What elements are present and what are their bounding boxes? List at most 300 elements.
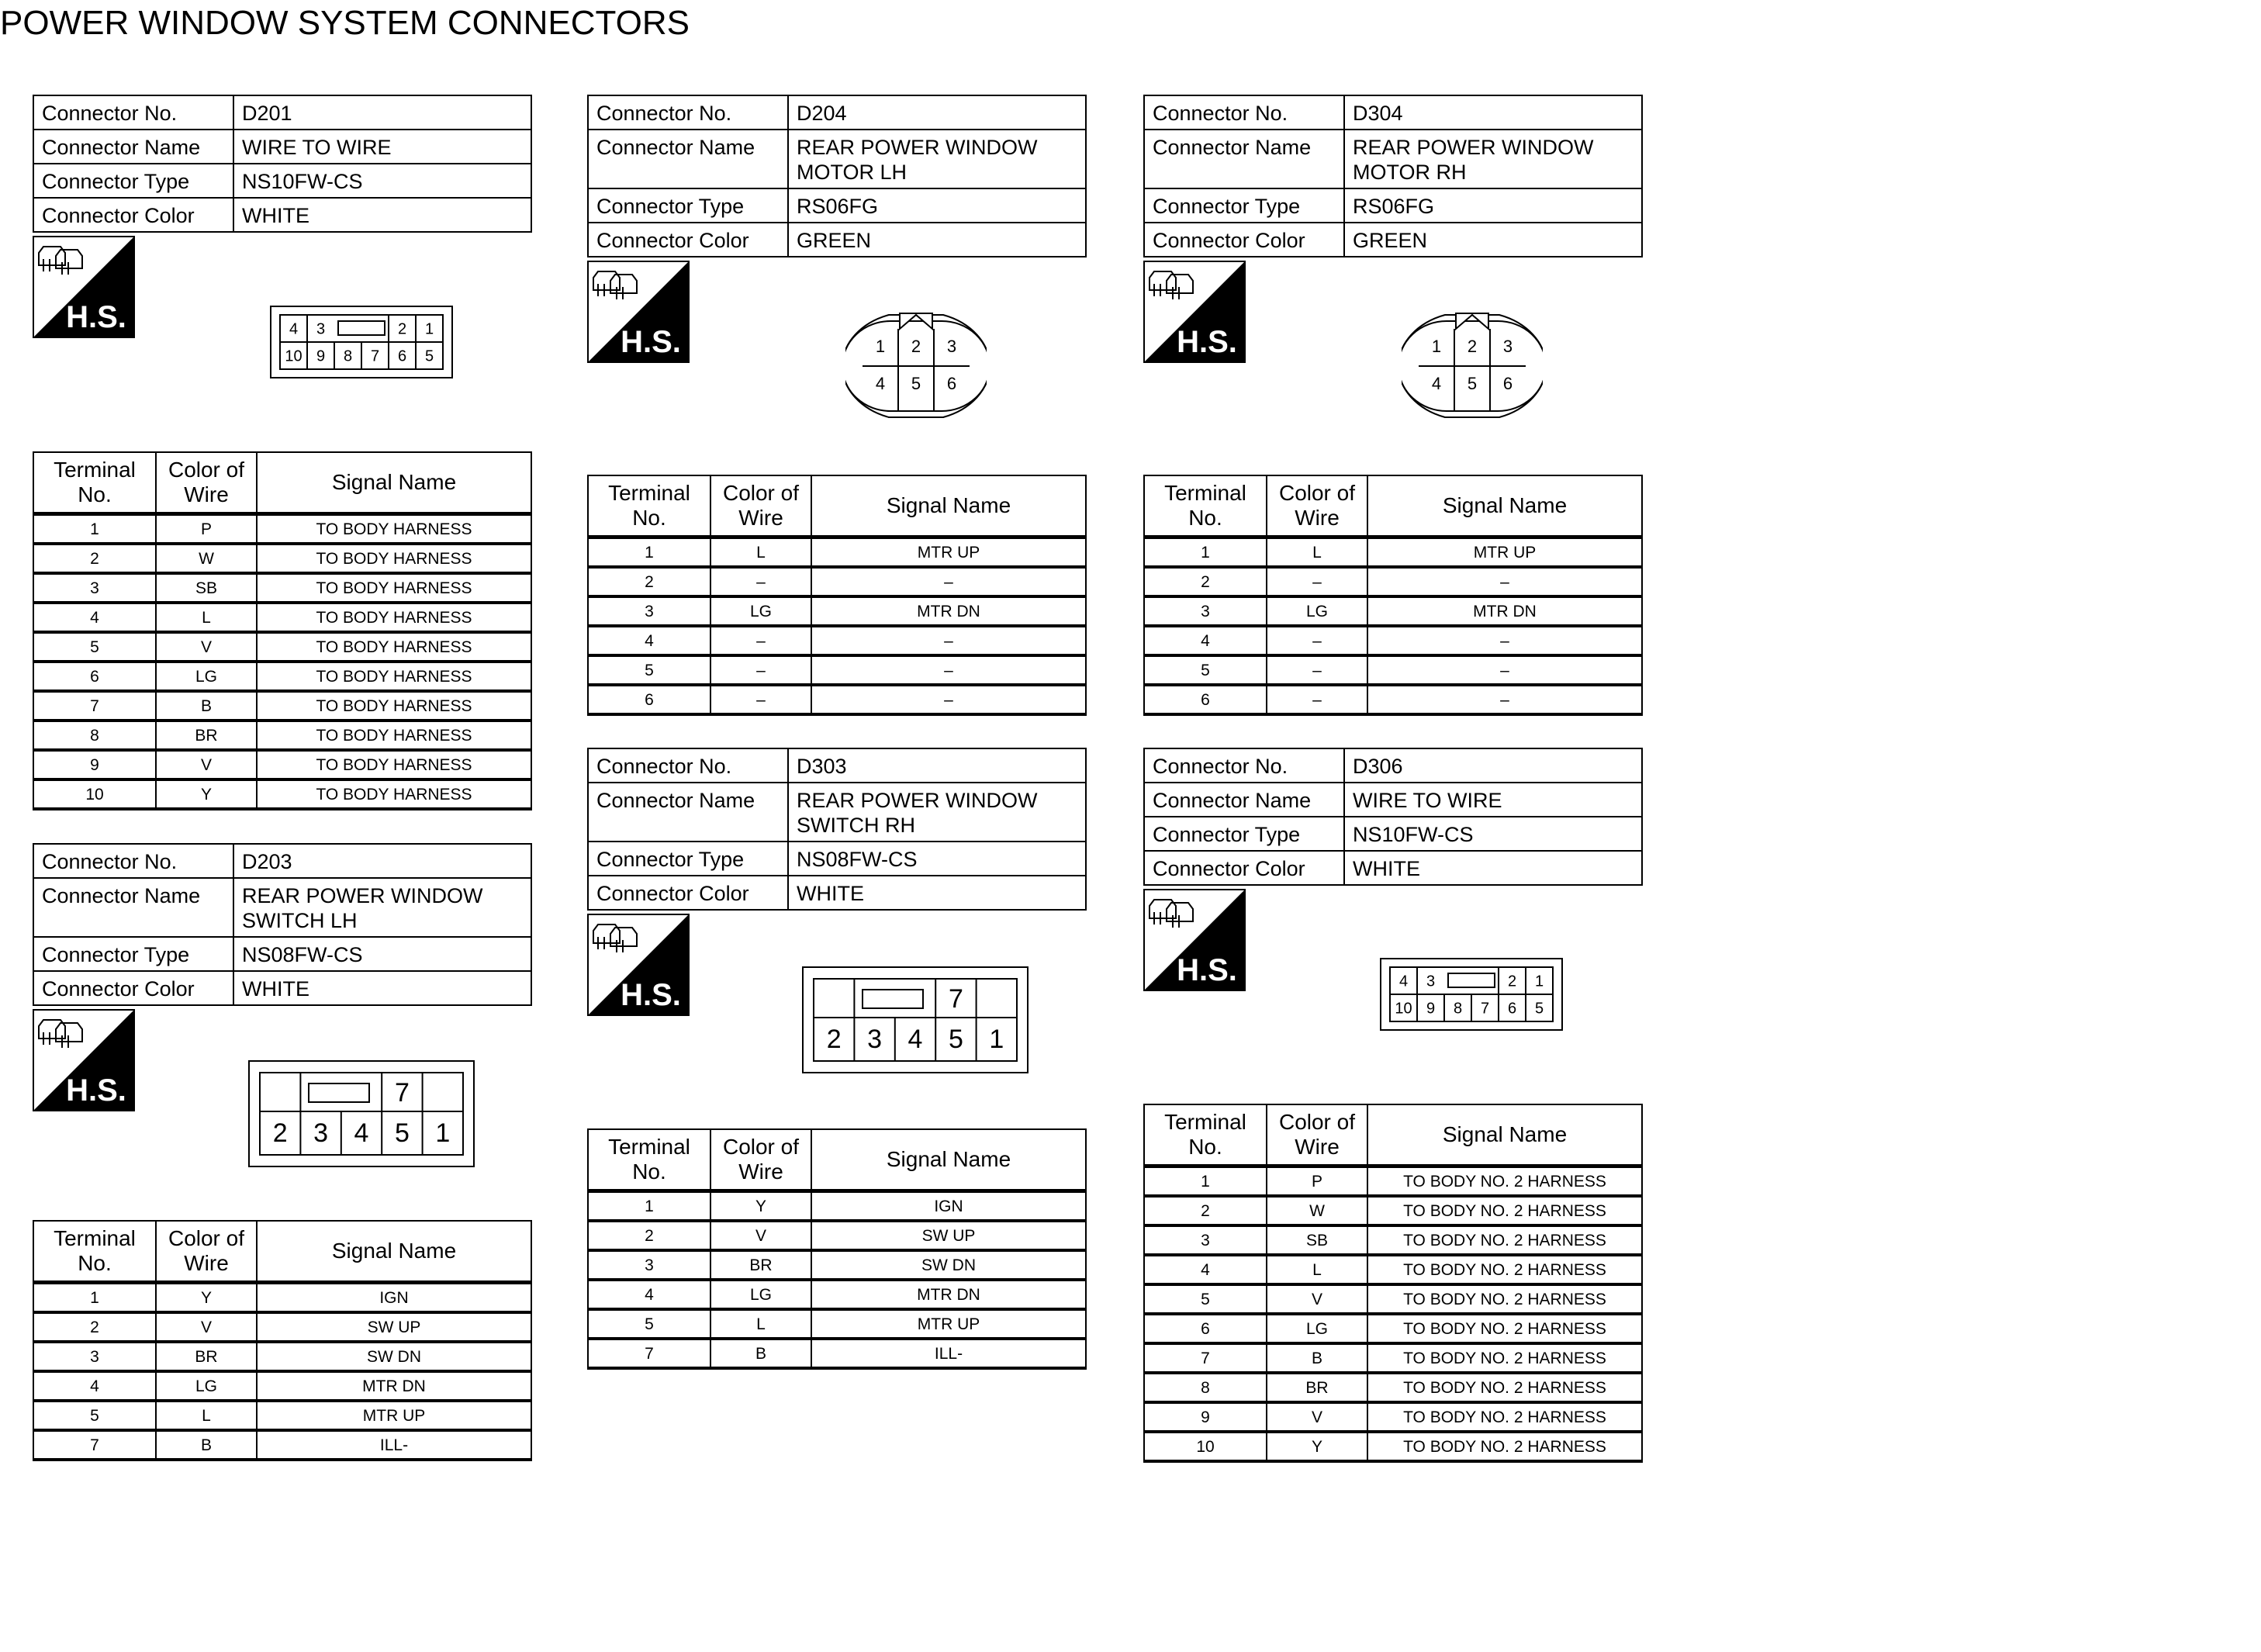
signal-name: TO BODY NO. 2 HARNESS <box>1367 1402 1642 1432</box>
wire-color-header <box>710 1129 811 1191</box>
connector-type-row <box>1144 817 1642 851</box>
pin-number: 2 <box>1507 973 1517 990</box>
terminal-no-header <box>588 475 710 537</box>
header-line: Terminal <box>54 1226 136 1250</box>
table-row <box>33 721 531 750</box>
terminal-no: 1 <box>1144 537 1267 568</box>
connector-name-line-1: REAR POWER WINDOW <box>1353 136 1594 159</box>
connector-color-row <box>33 971 531 1005</box>
wire-color: W <box>1267 1196 1367 1225</box>
pin-number: 6 <box>946 373 957 393</box>
wire-color: L <box>710 1309 811 1339</box>
connector-name-label: Connector Name <box>33 878 233 937</box>
signal-name: TO BODY NO. 2 HARNESS <box>1367 1284 1642 1314</box>
signal-name: SW DN <box>811 1250 1086 1280</box>
harness-side-icon <box>1143 261 1246 363</box>
connector-type-label: Connector Type <box>1144 817 1344 851</box>
table-row <box>1144 1373 1642 1402</box>
signal-name-header: Signal Name <box>257 452 531 514</box>
terminal-table <box>1143 475 1643 716</box>
header-line: Wire <box>1295 506 1340 530</box>
signal-name: TO BODY HARNESS <box>257 691 531 721</box>
pin-number: 1 <box>424 320 434 338</box>
terminal-table <box>33 451 532 810</box>
terminal-no: 6 <box>1144 685 1267 714</box>
connector-no-row <box>588 748 1086 783</box>
wire-color: SB <box>156 573 257 603</box>
table-row <box>588 1250 1086 1280</box>
connector-color-label: Connector Color <box>588 223 788 257</box>
connector-no-value: D201 <box>233 95 531 130</box>
connector-info-table <box>33 843 532 1006</box>
header-line: Color of <box>722 481 800 505</box>
table-row <box>1144 1166 1642 1197</box>
connector-color-label: Connector Color <box>1144 851 1344 885</box>
terminal-no: 2 <box>33 1312 156 1342</box>
header-line: No. <box>1188 1135 1222 1159</box>
connector-name-line-2: MOTOR LH <box>797 161 908 184</box>
terminal-no: 9 <box>33 750 156 779</box>
terminal-no: 7 <box>1144 1343 1267 1373</box>
signal-name: TO BODY HARNESS <box>257 603 531 632</box>
pin-number: 2 <box>397 320 407 338</box>
pin-number: 9 <box>1426 1000 1436 1018</box>
terminal-no: 10 <box>33 779 156 809</box>
pin-number: 3 <box>867 1024 883 1054</box>
terminal-no-header <box>1144 1104 1267 1166</box>
terminal-no: 5 <box>33 632 156 662</box>
wire-color: L <box>710 537 811 568</box>
pin-number: 5 <box>911 373 921 393</box>
terminal-no: 2 <box>588 567 710 596</box>
wire-color: BR <box>710 1250 811 1280</box>
wire-color: B <box>156 691 257 721</box>
header-line: Terminal <box>608 1135 690 1159</box>
terminal-no: 3 <box>33 1342 156 1371</box>
pin-number: 1 <box>989 1024 1004 1054</box>
pin-layout-diagram <box>248 1060 475 1167</box>
wire-color-header <box>710 475 811 537</box>
wire-color: SB <box>1267 1225 1367 1255</box>
header-line: Wire <box>738 506 783 530</box>
wire-color: P <box>1267 1166 1367 1197</box>
header-line: Wire <box>184 482 229 506</box>
terminal-no: 7 <box>33 691 156 721</box>
terminal-no: 3 <box>588 1250 710 1280</box>
table-row <box>33 1312 531 1342</box>
connector-color-row <box>33 198 531 232</box>
terminal-table-header <box>588 475 1086 537</box>
signal-name: MTR UP <box>811 1309 1086 1339</box>
connector-info-table <box>1143 748 1643 886</box>
connector-color-label: Connector Color <box>588 876 788 910</box>
wire-color: – <box>1267 685 1367 714</box>
wire-color: B <box>156 1430 257 1460</box>
wire-color: BR <box>156 1342 257 1371</box>
connector-name-row <box>33 130 531 164</box>
table-row <box>33 1283 531 1313</box>
terminal-no: 1 <box>33 514 156 544</box>
pin-number: 1 <box>875 336 886 356</box>
connector-name-line-1: REAR POWER WINDOW <box>242 884 483 907</box>
connector-type-label: Connector Type <box>1144 188 1344 223</box>
wire-color: LG <box>710 1280 811 1309</box>
pin-number: 7 <box>370 347 380 365</box>
pin-number: 3 <box>946 336 957 356</box>
wire-color: B <box>1267 1343 1367 1373</box>
pin-number: 7 <box>1480 1000 1490 1018</box>
terminal-no: 6 <box>588 685 710 714</box>
header-line: No. <box>632 1160 666 1184</box>
wire-color: – <box>710 655 811 685</box>
header-line: No. <box>78 1251 112 1275</box>
connector-no-row <box>588 95 1086 130</box>
connector-color-label: Connector Color <box>1144 223 1344 257</box>
wire-color: L <box>1267 537 1367 568</box>
wire-color: LG <box>156 662 257 691</box>
terminal-no: 1 <box>1144 1166 1267 1197</box>
terminal-no: 5 <box>1144 655 1267 685</box>
wire-color: V <box>156 750 257 779</box>
hs-label: H.S. <box>1177 953 1237 987</box>
signal-name-header: Signal Name <box>257 1221 531 1283</box>
connector-name-row <box>1144 783 1642 817</box>
pin-number: 1 <box>435 1118 451 1148</box>
pin-number: 4 <box>1398 973 1409 990</box>
connector-name-label: Connector Name <box>33 130 233 164</box>
connector-color-label: Connector Color <box>33 971 233 1005</box>
table-row <box>1144 1432 1642 1461</box>
wire-color: – <box>1267 626 1367 655</box>
terminal-no: 1 <box>588 537 710 568</box>
table-row <box>1144 537 1642 568</box>
signal-name: MTR UP <box>811 537 1086 568</box>
pin-number: 10 <box>285 347 303 365</box>
connector-type-value: NS08FW-CS <box>233 937 531 971</box>
terminal-table-header <box>33 1221 531 1283</box>
pin-number: 8 <box>343 347 353 365</box>
signal-name: TO BODY HARNESS <box>257 721 531 750</box>
hs-label: H.S. <box>621 325 681 359</box>
signal-name: – <box>811 655 1086 685</box>
connector-color-label: Connector Color <box>33 198 233 232</box>
terminal-no: 5 <box>33 1401 156 1430</box>
signal-name: – <box>811 626 1086 655</box>
pin-number: 5 <box>394 1118 410 1148</box>
connector-d306 <box>1143 748 1643 886</box>
table-row <box>33 632 531 662</box>
pin-number: 5 <box>1534 1000 1544 1018</box>
table-row <box>1144 1255 1642 1284</box>
header-line: Wire <box>184 1251 229 1275</box>
signal-name: – <box>811 567 1086 596</box>
signal-name-header: Signal Name <box>1367 1104 1642 1166</box>
header-line: Color of <box>722 1135 800 1159</box>
signal-name: TO BODY NO. 2 HARNESS <box>1367 1255 1642 1284</box>
connector-type-row <box>33 164 531 198</box>
signal-name: – <box>811 685 1086 714</box>
connector-type-row <box>588 188 1086 223</box>
connector-color-value: WHITE <box>233 198 531 232</box>
connector-type-label: Connector Type <box>588 188 788 223</box>
signal-name: TO BODY HARNESS <box>257 514 531 544</box>
terminal-no-header <box>33 1221 156 1283</box>
header-line: Wire <box>1295 1135 1340 1159</box>
signal-name: ILL- <box>811 1339 1086 1368</box>
signal-name: TO BODY NO. 2 HARNESS <box>1367 1343 1642 1373</box>
signal-name: TO BODY NO. 2 HARNESS <box>1367 1196 1642 1225</box>
wire-color: LG <box>156 1371 257 1401</box>
terminal-no: 4 <box>33 603 156 632</box>
terminal-table-header <box>1144 1104 1642 1166</box>
pin-number: 10 <box>1395 1000 1412 1018</box>
table-row <box>1144 1196 1642 1225</box>
signal-name: MTR DN <box>257 1371 531 1401</box>
harness-side-icon <box>587 914 690 1016</box>
table-row <box>33 544 531 573</box>
terminal-no: 3 <box>1144 1225 1267 1255</box>
terminal-no: 3 <box>1144 596 1267 626</box>
connector-color-row <box>588 876 1086 910</box>
signal-name-header: Signal Name <box>1367 475 1642 537</box>
signal-name: – <box>1367 626 1642 655</box>
terminal-no: 4 <box>1144 1255 1267 1284</box>
signal-name: SW UP <box>811 1221 1086 1250</box>
pin-layout-diagram <box>802 966 1029 1073</box>
pin-number: 6 <box>1507 1000 1517 1018</box>
connector-name-value <box>788 783 1086 842</box>
connector-no-label: Connector No. <box>1144 748 1344 783</box>
wire-color: LG <box>1267 1314 1367 1343</box>
terminal-no-header <box>588 1129 710 1191</box>
wire-color: L <box>1267 1255 1367 1284</box>
header-line: Color of <box>168 1226 245 1250</box>
wire-color: Y <box>710 1191 811 1222</box>
pin-layout-diagram <box>1380 958 1563 1031</box>
connector-no-label: Connector No. <box>33 95 233 130</box>
signal-name: ILL- <box>257 1430 531 1460</box>
terminal-no: 5 <box>588 655 710 685</box>
wire-color: – <box>1267 567 1367 596</box>
terminal-no: 1 <box>588 1191 710 1222</box>
connector-type-label: Connector Type <box>33 164 233 198</box>
wire-color: LG <box>710 596 811 626</box>
connector-name-value <box>1344 783 1642 817</box>
connector-no-value: D303 <box>788 748 1086 783</box>
connector-no-value: D203 <box>233 844 531 878</box>
connector-type-value: NS08FW-CS <box>788 842 1086 876</box>
pin-number: 6 <box>1502 373 1513 393</box>
harness-side-icon <box>33 1009 135 1111</box>
signal-name: SW DN <box>257 1342 531 1371</box>
connector-no-label: Connector No. <box>1144 95 1344 130</box>
connector-type-value: RS06FG <box>1344 188 1642 223</box>
wire-color: V <box>710 1221 811 1250</box>
table-row <box>33 573 531 603</box>
table-row <box>33 514 531 544</box>
connector-name-row <box>1144 130 1642 188</box>
table-row <box>1144 685 1642 714</box>
signal-name: TO BODY HARNESS <box>257 750 531 779</box>
header-line: Color of <box>1278 481 1356 505</box>
table-row <box>1144 1314 1642 1343</box>
harness-side-icon <box>587 261 690 363</box>
table-row <box>588 685 1086 714</box>
table-row <box>33 779 531 809</box>
table-row <box>1144 1402 1642 1432</box>
terminal-no: 7 <box>33 1430 156 1460</box>
terminal-no: 4 <box>1144 626 1267 655</box>
connector-name-line-2: SWITCH RH <box>797 814 915 837</box>
pin-number: 2 <box>272 1118 288 1148</box>
table-row <box>1144 567 1642 596</box>
signal-name: SW UP <box>257 1312 531 1342</box>
table-row <box>588 1309 1086 1339</box>
connector-name-value <box>233 878 531 937</box>
signal-name: MTR DN <box>811 596 1086 626</box>
pin-number: 3 <box>313 1118 329 1148</box>
connector-type-row <box>33 937 531 971</box>
wire-color-header <box>1267 1104 1367 1166</box>
connector-d201 <box>33 95 532 233</box>
connector-name-value <box>1344 130 1642 188</box>
terminal-table <box>587 1128 1087 1370</box>
pin-layout-diagram <box>270 306 453 378</box>
wire-color: B <box>710 1339 811 1368</box>
connector-name-label: Connector Name <box>1144 783 1344 817</box>
connector-no-label: Connector No. <box>588 95 788 130</box>
table-row <box>588 567 1086 596</box>
harness-side-icon <box>1143 889 1246 991</box>
pin-layout-diagram <box>1402 310 1543 420</box>
wire-color: P <box>156 514 257 544</box>
signal-name: MTR DN <box>811 1280 1086 1309</box>
terminal-no-header <box>1144 475 1267 537</box>
table-row <box>33 603 531 632</box>
connector-name-row <box>588 783 1086 842</box>
terminal-table-header <box>33 452 531 514</box>
terminal-no: 6 <box>33 662 156 691</box>
terminal-no: 6 <box>1144 1314 1267 1343</box>
pin-number: 1 <box>1534 973 1544 990</box>
pin-number: 5 <box>1467 373 1478 393</box>
table-row <box>1144 1343 1642 1373</box>
signal-name: TO BODY NO. 2 HARNESS <box>1367 1432 1642 1461</box>
pin-number: 6 <box>397 347 407 365</box>
pin-number: 3 <box>1426 973 1436 990</box>
connector-name-row <box>33 878 531 937</box>
connector-color-value: WHITE <box>1344 851 1642 885</box>
table-row <box>588 1221 1086 1250</box>
pin-number: 1 <box>1431 336 1442 356</box>
pin-layout-diagram <box>845 310 987 420</box>
signal-name: TO BODY HARNESS <box>257 779 531 809</box>
wire-color: – <box>710 626 811 655</box>
connector-no-row <box>1144 748 1642 783</box>
connector-no-label: Connector No. <box>33 844 233 878</box>
terminal-table <box>33 1220 532 1461</box>
pin-number: 9 <box>316 347 326 365</box>
pin-number: 4 <box>908 1024 923 1054</box>
signal-name: – <box>1367 655 1642 685</box>
connector-type-row <box>588 842 1086 876</box>
table-row <box>588 626 1086 655</box>
pin-number: 3 <box>316 320 326 338</box>
signal-name: TO BODY HARNESS <box>257 662 531 691</box>
wire-color: – <box>710 685 811 714</box>
table-row <box>588 596 1086 626</box>
connector-no-value: D304 <box>1344 95 1642 130</box>
signal-name: MTR UP <box>257 1401 531 1430</box>
connector-no-row <box>33 95 531 130</box>
terminal-table <box>587 475 1087 716</box>
terminal-no: 2 <box>588 1221 710 1250</box>
header-line: Color of <box>168 458 245 482</box>
table-row <box>588 1280 1086 1309</box>
connector-color-value: GREEN <box>1344 223 1642 257</box>
terminal-no: 4 <box>588 626 710 655</box>
wire-color: Y <box>156 779 257 809</box>
header-line: Color of <box>1278 1110 1356 1134</box>
wire-color: Y <box>156 1283 257 1313</box>
terminal-no: 3 <box>33 573 156 603</box>
terminal-no: 8 <box>1144 1373 1267 1402</box>
connector-name-row <box>588 130 1086 188</box>
signal-name: TO BODY NO. 2 HARNESS <box>1367 1373 1642 1402</box>
connector-d204 <box>587 95 1087 257</box>
terminal-no: 4 <box>33 1371 156 1401</box>
header-line: Terminal <box>608 481 690 505</box>
connector-color-row <box>1144 851 1642 885</box>
wire-color: BR <box>156 721 257 750</box>
hs-label: H.S. <box>621 978 681 1012</box>
header-line: Wire <box>738 1160 783 1184</box>
connector-no-row <box>1144 95 1642 130</box>
connector-color-value: WHITE <box>788 876 1086 910</box>
connector-name-line-1: REAR POWER WINDOW <box>797 789 1038 812</box>
wire-color: LG <box>1267 596 1367 626</box>
connector-name-line-1: WIRE TO WIRE <box>242 136 392 159</box>
signal-name-header: Signal Name <box>811 1129 1086 1191</box>
signal-name: TO BODY HARNESS <box>257 632 531 662</box>
connector-name-line-1: WIRE TO WIRE <box>1353 789 1502 812</box>
table-row <box>33 662 531 691</box>
connector-color-row <box>1144 223 1642 257</box>
wire-color: V <box>156 632 257 662</box>
pin-number: 4 <box>875 373 886 393</box>
wire-color-header <box>156 452 257 514</box>
wire-color: W <box>156 544 257 573</box>
wire-color: – <box>710 567 811 596</box>
wire-color: L <box>156 1401 257 1430</box>
terminal-no-header <box>33 452 156 514</box>
terminal-no: 1 <box>33 1283 156 1313</box>
table-row <box>1144 655 1642 685</box>
connector-name-value <box>788 130 1086 188</box>
table-row <box>33 1342 531 1371</box>
hs-label: H.S. <box>1177 325 1237 359</box>
connector-no-value: D204 <box>788 95 1086 130</box>
page-title: POWER WINDOW SYSTEM CONNECTORS <box>0 4 690 42</box>
hs-label: H.S. <box>66 1073 126 1108</box>
connector-type-value: NS10FW-CS <box>233 164 531 198</box>
terminal-no: 9 <box>1144 1402 1267 1432</box>
connector-name-label: Connector Name <box>588 783 788 842</box>
table-row <box>1144 596 1642 626</box>
wire-color: BR <box>1267 1373 1367 1402</box>
connector-name-value <box>233 130 531 164</box>
connector-type-row <box>1144 188 1642 223</box>
